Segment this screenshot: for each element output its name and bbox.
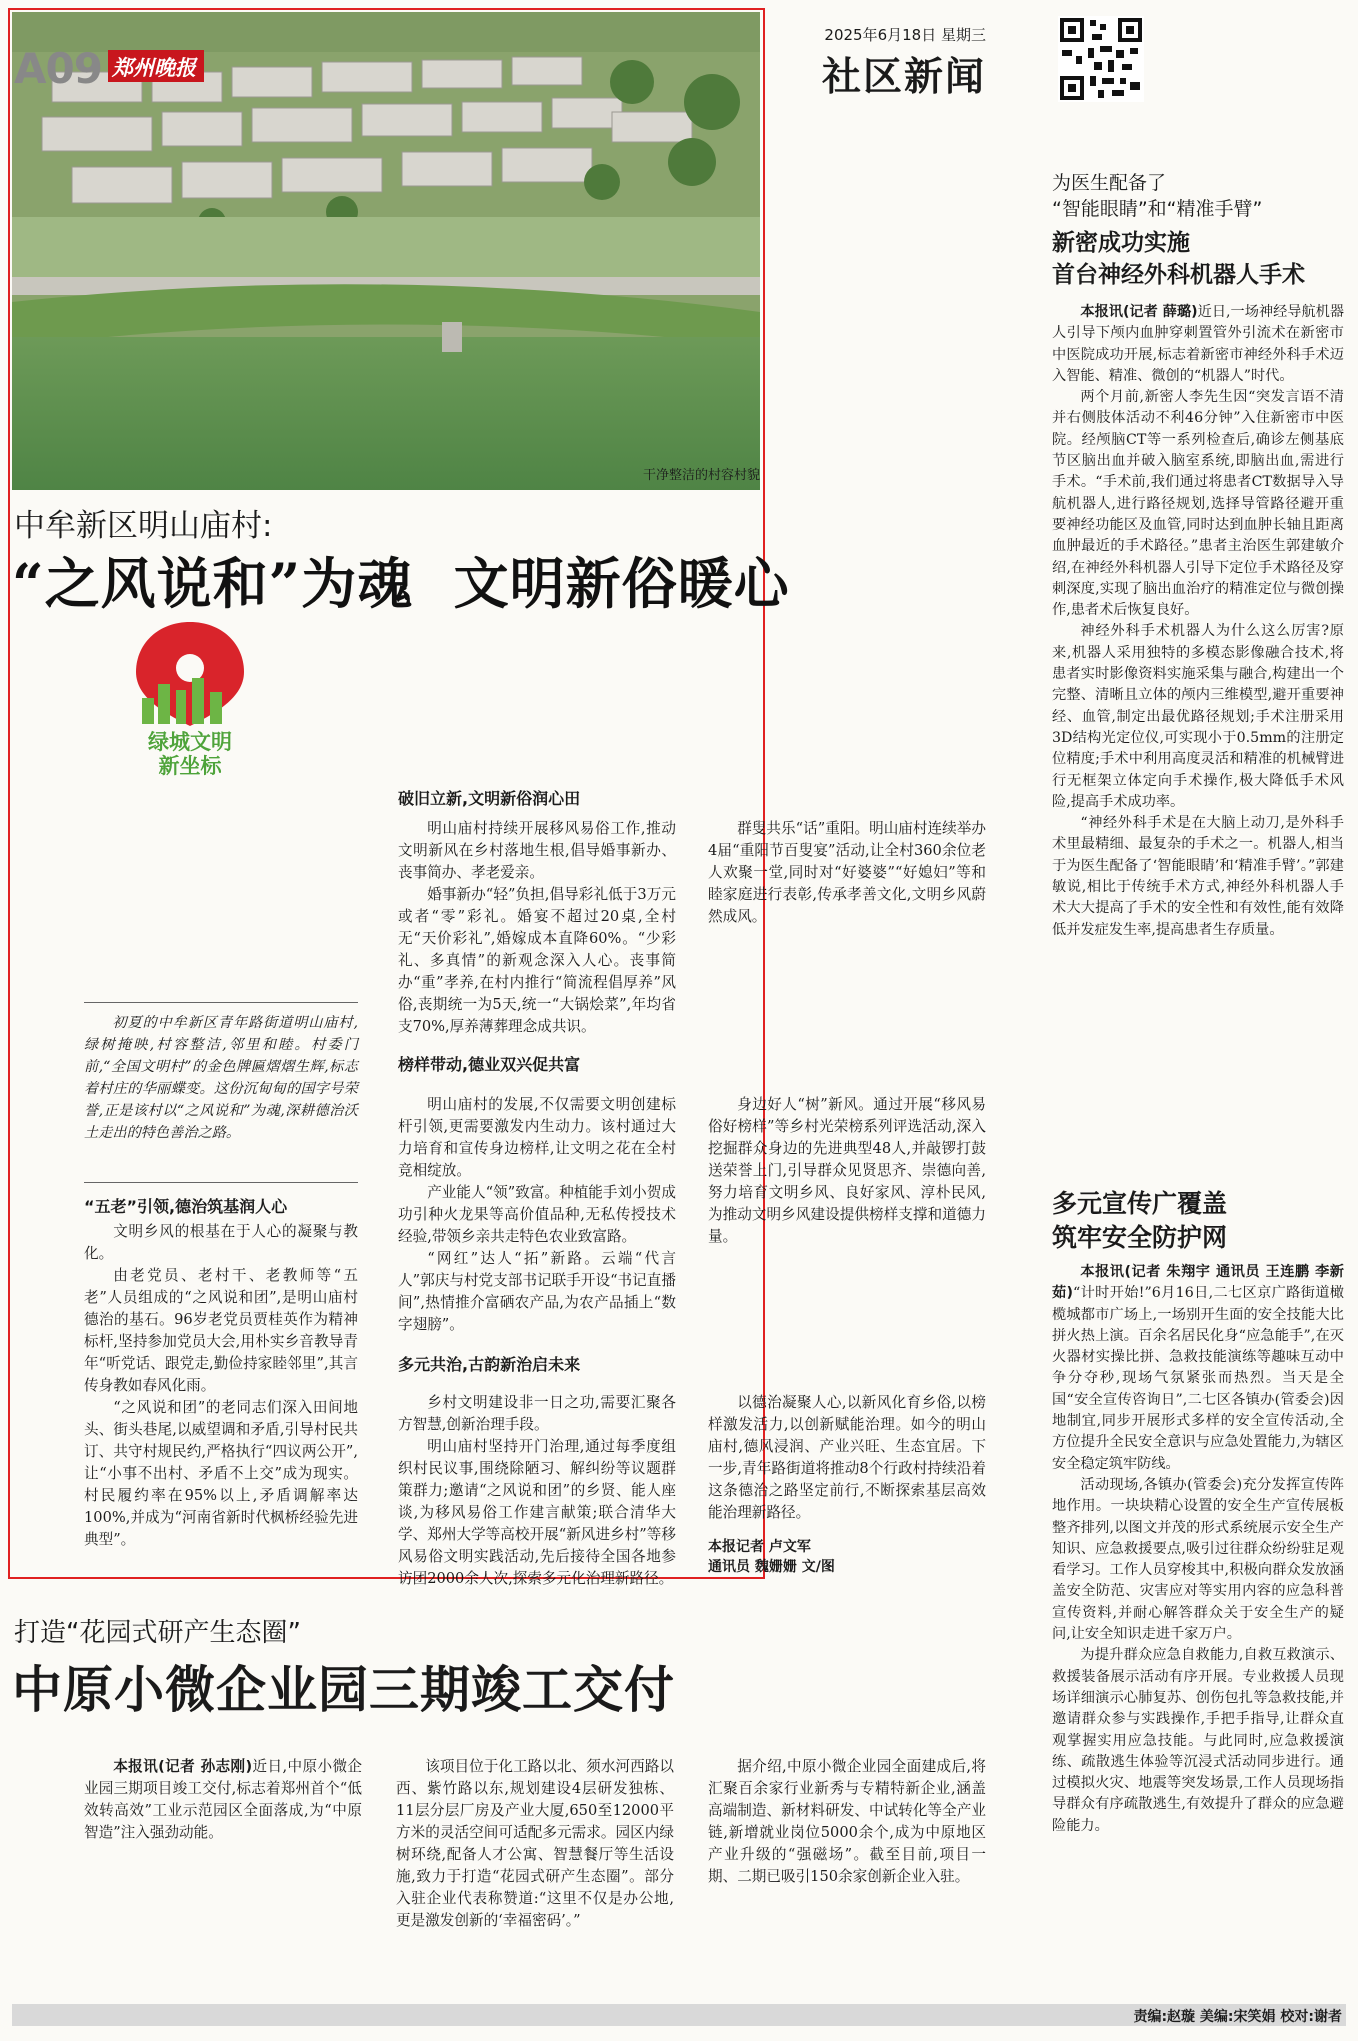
robot-kicker1: 为医生配备了	[1052, 172, 1167, 194]
robot-kicker2: “智能眼睛”和“精准手臂”	[1052, 198, 1263, 220]
main-kicker: 中牟新区明山庙村:	[14, 508, 273, 544]
safety-paragraph-1: “计时开始!”6月16日,二七区京广路街道橄榄城都市广场上,一场别开生面的安全技能大比拼火热上演。百余名居民化身“应急能手”,在灭火器材实操比拼、急救技能演练等趣味互动中争分夺秒,现场气氛紧张而热烈。当天是全国“安全宣传咨询日”,二七区各镇办(管委会)因地制宜,同步开展形式多样的安全宣传活动,全方位提升全民安全意识与应急处置能力,为辖区安全稳定筑牢防线。	[1052, 1285, 1344, 1472]
park-paragraph-1: 近日,中原小微企业园三期项目竣工交付,标志着郑州首个“低效转高效”工业示范园区全面落成,为“中原智造”注入强劲动能。	[84, 1758, 363, 1841]
paragraph: 为提升群众应急自救能力,自救互救演示、救援装备展示活动有序开展。专业救援人员现场详细演示心肺复苏、创伤包扎等急救技能,并邀请群众参与实践操作,手把手指导,让群众直观掌握实用应急技能。与此同时,应急救援演练、疏散逃生体验等沉浸式活动同步进行。通过模拟火灾、地震等突发场景,工作人员现场指导群众有序疏散逃生,有效提升了群众的应急避险能力。	[1052, 1647, 1344, 1834]
park-col3	[708, 1756, 986, 1986]
section-new-customs-col2	[708, 818, 986, 1080]
park-col2	[396, 1756, 674, 1986]
civilization-badge	[110, 618, 270, 778]
paragraph: 乡村文明建设非一日之功,需要汇聚各方智慧,创新治理手段。	[398, 1394, 676, 1433]
paragraph: 明山庙村的发展,不仅需要文明创建标杆引领,更需要激发内生动力。该村通过大力培育和宣传身边榜样,让文明之花在全村竞相绽放。	[398, 1096, 676, 1179]
park-kicker: 打造“花园式研产生态圈”	[14, 1618, 301, 1648]
byline-correspondent: 通讯员 魏姗姗 文/图	[708, 1559, 835, 1575]
robot-body	[1052, 302, 1344, 1118]
map-pin-icon	[110, 618, 270, 728]
section-governance-col2	[708, 1392, 986, 1532]
paragraph: 婚事新办“轻”负担,倡导彩礼低于3万元或者“零”彩礼。婚宴不超过20桌,全村无“天价彩礼”,婚嫁成本直降60%。“少彩礼、多真情”的新观念深入人心。丧事简办“重”孝养,在村内推行“简流程倡厚养”风俗,丧期统一为5天,统一“大锅烩菜”,年均省支70%,厚养薄葬理念成共识。	[398, 886, 676, 1035]
intro-rule-bottom	[84, 1182, 358, 1183]
paragraph: 神经外科手术机器人为什么这么厉害?原来,机器人采用独特的多模态影像融合技术,将患者实时影像资料实施采集与融合,构建出一个完整、清晰且立体的颅内三维模型,避开重要神经、血管,制定出最优路径规划;手术注册采用3D结构光定位仪,可实现小于0.5mm的注册定位精度;手术中利用高度灵活和精准的机械臂进行无框架立体定向手术操作,极大降低手术风险,提高手术成功率。	[1052, 623, 1344, 810]
paragraph	[1052, 1262, 1344, 1475]
main-intro: 初夏的中牟新区青年路街道明山庙村,绿树掩映,村容整洁,邻里和睦。村委门前,“全国文明村”的金色牌匾熠熠生辉,标志着村庄的华丽蝶变。这份沉甸甸的国字号荣誉,正是该村以“之风说和”为魂,深耕德治沃土走出的特色善治之路。	[84, 1015, 358, 1141]
paragraph	[1052, 302, 1344, 387]
paragraph: 文明乡风的根基在于人心的凝聚与教化。	[84, 1223, 358, 1262]
paragraph: 由老党员、老村干、老教师等“五老”人员组成的“之风说和团”,是明山庙村德治的基石。96岁老党员贾桂英作为精神标杆,坚持参加党员大会,用朴实乡音教导青年“听党话、跟党走,勤俭持家睦邻里”,其言传身教如春风化雨。	[84, 1267, 358, 1394]
section-title: 社区新闻	[821, 55, 986, 100]
qr-code-icon[interactable]	[1058, 16, 1144, 102]
main-headline: “之风说和”为魂 文明新俗暖心	[12, 551, 790, 616]
byline-reporter: 本报记者 卢文军	[708, 1539, 811, 1555]
safety-body	[1052, 1262, 1344, 1980]
paragraph: 群叟共乐“话”重阳。明山庙村连续举办4届“重阳节百叟宴”活动,让全村360余位老人欢聚一堂,同时对“好婆婆”“好媳妇”等和睦家庭进行表彰,传承孝善文化,文明乡风蔚然成风。	[708, 820, 986, 925]
paragraph: 活动现场,各镇办(管委会)充分发挥宣传阵地作用。一块块精心设置的安全生产宣传展板整齐排列,以图文并茂的形式系统展示安全生产知识、应急救援要点,吸引过往群众纷纷驻足观看学习。工作人员穿梭其中,积极向群众发放涵盖安全防范、灾害应对等实用内容的应急科普宣传资料,并耐心解答群众关于安全生产的疑问,让安全知识走进千家万户。	[1052, 1476, 1344, 1643]
safety-headline1: 多元宣传广覆盖	[1052, 1189, 1228, 1218]
robot-headline1: 新密成功实施	[1052, 229, 1190, 256]
paragraph: “网红”达人“拓”新路。云端“代言人”郭庆与村党支部书记联手开设“书记直播间”,热情推介富硒农产品,为农产品插上“数字翅膀”。	[398, 1250, 676, 1333]
paragraph: 以德治凝聚人心,以新风化育乡俗,以榜样激发活力,以创新赋能治理。如今的明山庙村,德风浸润、产业兴旺、生态宜居。下一步,青年路街道将推动8个行政村持续沿着这条德治之路坚定前行,不断探索基层高效能治理新路径。	[708, 1394, 986, 1521]
paragraph: “神经外科手术是在大脑上动刀,是外科手术里最精细、最复杂的手术之一。机器人,相当于为医生配备了‘智能眼睛’和‘精准手臂’。”郭建敏说,相比于传统手术方式,神经外科机器人手术大大提高了手术的安全性和有效性,能有效降低并发症发生率,提高患者生存质量。	[1052, 815, 1344, 938]
robot-paragraph-1: 近日,一场神经导航机器人引导下颅内血肿穿刺置管外引流术在新密市中医院成功开展,标志着新密市神经外科手术迈入智能、精准、微创的“机器人”时代。	[1052, 304, 1345, 384]
section-role-models-col2	[708, 1094, 986, 1330]
safety-headline2: 筑牢安全防护网	[1052, 1223, 1228, 1252]
section-title-wulao: “五老”引领,德治筑基润人心	[84, 1197, 288, 1216]
paragraph: “之风说和团”的老同志们深入田间地头、街头巷尾,以威望调和矛盾,引导村民共订、共守村规民约,严格执行“四议两公开”,让“小事不出村、矛盾不上交”成为现实。村民履约率在95%以上,矛盾调解率达100%,并成为“河南省新时代枫桥经验先进典型”。	[84, 1399, 358, 1548]
paragraph: 明山庙村坚持开门治理,通过每季度组织村民议事,围绕除陋习、解纠纷等议题群策群力;邀请“之风说和团”的乡贤、能人座谈,为移风易俗工作建言献策;联合清华大学、郑州大学等高校开展“新风进乡村”等移风易俗文明实践活动,先后接待全国各地参访团2000余人次,探索多元化治理新路径。	[398, 1438, 676, 1587]
paragraph: 明山庙村持续开展移风易俗工作,推动文明新风在乡村落地生根,倡导婚事新办、丧事简办、孝老爱亲。	[398, 820, 676, 881]
section-title-role-models: 榜样带动,德业双兴促共富	[398, 1055, 581, 1074]
section-title-new-customs: 破旧立新,文明新俗润心田	[398, 789, 581, 808]
section-governance-col1	[398, 1392, 676, 1587]
park-lead: 本报讯(记者 孙志刚)	[113, 1758, 253, 1775]
page-number: A09	[14, 44, 102, 93]
photo-caption: 干净整洁的村容村貌	[642, 468, 760, 483]
robot-headline2: 首台神经外科机器人手术	[1052, 261, 1305, 288]
robot-lead: 本报讯(记者 薛璐)	[1080, 304, 1198, 320]
paragraph: 两个月前,新密人李先生因“突发言语不清并右侧肢体活动不利46分钟”入住新密市中医院。经颅脑CT等一系列检查后,确诊左侧基底节区脑出血并破入脑室系统,即脑出血,需进行手术。“手术前,我们通过将患者CT数据导入导航机器人,进行路径规划,选择导管路径避开重要神经功能区及血管,同时达到血肿长轴且距离血肿最近的手术路径。”患者主治医生郭建敏介绍,在神经外科机器人引导下定位手术路径及穿刺深度,实现了脑出血治疗的精准定位与微创操作,患者术后恢复良好。	[1052, 389, 1344, 619]
badge-line2: 新坐标	[158, 754, 222, 778]
paragraph	[84, 1756, 362, 1844]
park-col1	[84, 1756, 362, 1986]
footer-credits: 责编:赵璇 美编:宋笑娟 校对:谢者	[1133, 2009, 1342, 2025]
section-title-governance: 多元共治,古韵新治启未来	[398, 1355, 581, 1374]
park-headline: 中原小微企业园三期竣工交付	[12, 1660, 675, 1719]
paragraph: 产业能人“领”致富。种植能手刘小贺成功引种火龙果等高价值品种,无私传授技术经验,带领乡亲共走特色农业致富路。	[398, 1184, 676, 1245]
paper-logo-text: 郑州晚报	[112, 55, 196, 80]
badge-line1: 绿城文明	[148, 730, 232, 754]
paragraph: 该项目位于化工路以北、须水河西路以西、紫竹路以东,规划建设4层研发独栋、11层分层厂房及产业大厦,650至12000平方米的灵活空间可适配多元需求。园区内绿树环绕,配备人才公寓、智慧餐厅等生活设施,致力于打造“花园式研产生态圈”。部分入驻企业代表称赞道:“这里不仅是办公地,更是激发创新的‘幸福密码’。”	[396, 1758, 674, 1929]
safety-lead: 本报讯(记者 朱翔宇 通讯员 王连鹏 李新茹)	[1052, 1264, 1344, 1302]
section-new-customs-col1	[398, 818, 676, 1080]
intro-box	[84, 1002, 358, 1003]
section-role-models-col1	[398, 1094, 676, 1333]
paragraph: 身边好人“树”新风。通过开展“移风易俗好榜样”等乡村光荣榜系列评选活动,深入挖掘群众身边的先进典型48人,并敲锣打鼓送荣誉上门,引导群众见贤思齐、崇德向善,努力培育文明乡风、良好家风、淳朴民风,为推动文明乡风建设提供榜样支撑和道德力量。	[708, 1096, 986, 1245]
issue-date: 2025年6月18日 星期三	[824, 26, 986, 44]
section-wulao	[84, 1194, 358, 1564]
paragraph: 据介绍,中原小微企业园全面建成后,将汇聚百余家行业新秀与专精特新企业,涵盖高端制造、新材料研发、中试转化等全产业链,新增就业岗位5000余个,成为中原地区产业升级的“强磁场”。截至目前,项目一期、二期已吸引150余家创新企业入驻。	[708, 1758, 986, 1885]
